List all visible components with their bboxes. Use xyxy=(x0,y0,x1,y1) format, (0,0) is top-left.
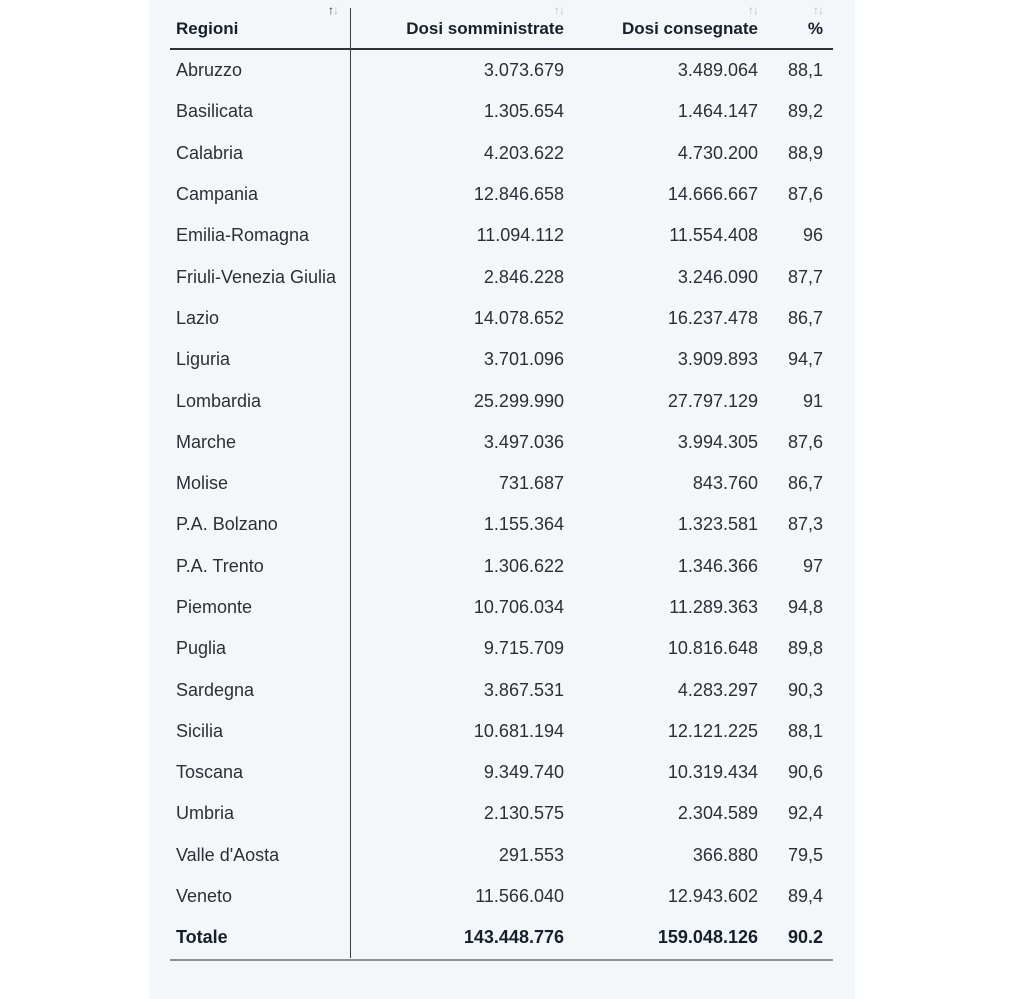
table-row xyxy=(170,711,833,752)
column-divider xyxy=(350,8,351,958)
table-row xyxy=(170,339,833,380)
table-header-row xyxy=(170,0,833,49)
sort-up-active-icon: ↑ xyxy=(328,3,333,17)
cell-percent: 89,2 xyxy=(787,101,823,122)
cell-consegnate: 2.304.589 xyxy=(677,803,758,824)
cell-consegnate: 11.289.363 xyxy=(669,597,758,617)
cell-regione: Sardegna xyxy=(176,679,255,700)
cell-regione: Emilia-Romagna xyxy=(176,225,310,246)
cell-somministrate: 3.073.679 xyxy=(483,60,564,81)
cell-consegnate: 10.319.434 xyxy=(667,762,758,783)
cell-regione: Campania xyxy=(176,184,259,205)
cell-somministrate: 2.130.575 xyxy=(483,803,564,824)
cell-percent: 90,3 xyxy=(787,679,823,700)
cell-percent: 86,7 xyxy=(787,307,823,328)
cell-consegnate: 366.880 xyxy=(692,844,758,865)
cell-percent: 97 xyxy=(802,555,823,576)
column-header-consegnate[interactable] xyxy=(570,0,764,49)
column-label: Dosi consegnate xyxy=(621,19,758,38)
cell-consegnate: 4.730.200 xyxy=(677,142,758,163)
cell-consegnate: 1.323.581 xyxy=(677,514,758,535)
cell-percent: 90,6 xyxy=(787,762,823,783)
sort-down-icon: ↓ xyxy=(818,3,823,17)
table-row xyxy=(170,752,833,793)
cell-somministrate: 1.306.622 xyxy=(483,555,564,576)
cell-regione: Toscana xyxy=(176,762,244,783)
sort-down-icon: ↓ xyxy=(753,3,758,17)
table-row xyxy=(170,215,833,256)
column-header-regioni[interactable] xyxy=(170,0,350,49)
table-row xyxy=(170,546,833,587)
sort-icon[interactable] xyxy=(328,3,338,17)
total-label: Totale xyxy=(170,917,350,959)
vaccine-doses-table xyxy=(170,0,833,961)
cell-regione: Friuli-Venezia Giulia xyxy=(176,266,337,287)
table-row xyxy=(170,587,833,628)
cell-regione: Abruzzo xyxy=(176,60,243,81)
cell-somministrate: 1.305.654 xyxy=(483,101,564,122)
cell-regione: P.A. Bolzano xyxy=(176,514,278,535)
cell-percent: 92,4 xyxy=(787,803,823,824)
cell-regione: Liguria xyxy=(176,349,231,370)
cell-percent: 88,9 xyxy=(787,142,823,163)
cell-somministrate: 10.681.194 xyxy=(473,720,564,741)
column-label: % xyxy=(807,19,823,38)
table-row xyxy=(170,793,833,834)
sort-up-icon: ↑ xyxy=(813,3,818,17)
cell-percent: 88,1 xyxy=(787,60,823,81)
sort-down-icon: ↓ xyxy=(333,3,338,17)
cell-somministrate: 9.715.709 xyxy=(483,638,564,659)
cell-regione: Calabria xyxy=(176,142,244,163)
column-label: Dosi somministrate xyxy=(406,19,564,38)
total-row xyxy=(170,917,833,959)
cell-consegnate: 11.554.408 xyxy=(669,225,758,246)
table-row xyxy=(170,91,833,132)
cell-somministrate: 1.155.364 xyxy=(483,514,564,535)
cell-regione: P.A. Trento xyxy=(176,555,264,576)
cell-consegnate: 14.666.667 xyxy=(667,184,758,205)
cell-regione: Valle d'Aosta xyxy=(176,844,280,865)
cell-percent: 87,6 xyxy=(787,184,823,205)
sort-icon[interactable] xyxy=(554,3,564,17)
cell-consegnate: 27.797.129 xyxy=(667,390,758,411)
cell-consegnate: 3.909.893 xyxy=(677,349,758,370)
table-row xyxy=(170,133,833,174)
cell-consegnate: 12.943.602 xyxy=(667,886,758,907)
table-row xyxy=(170,49,833,91)
sort-down-icon: ↓ xyxy=(559,3,564,17)
cell-regione: Piemonte xyxy=(176,597,253,617)
cell-somministrate: 291.553 xyxy=(498,844,564,865)
cell-percent: 88,1 xyxy=(787,720,823,741)
cell-regione: Marche xyxy=(176,431,237,452)
cell-consegnate: 843.760 xyxy=(692,473,758,494)
cell-regione: Lazio xyxy=(176,307,220,328)
cell-percent: 96 xyxy=(802,225,823,246)
table-row xyxy=(170,876,833,917)
cell-percent: 94,8 xyxy=(787,597,823,617)
cell-percent: 89,8 xyxy=(787,638,823,659)
column-header-percent[interactable] xyxy=(764,0,833,49)
table-body xyxy=(170,49,833,960)
cell-consegnate: 12.121.225 xyxy=(667,720,758,741)
cell-consegnate: 3.994.305 xyxy=(677,431,758,452)
sort-icon[interactable] xyxy=(813,3,823,17)
cell-somministrate: 731.687 xyxy=(498,473,564,494)
cell-consegnate: 3.489.064 xyxy=(677,60,758,81)
sort-icon[interactable] xyxy=(748,3,758,17)
cell-consegnate: 16.237.478 xyxy=(667,307,758,328)
cell-somministrate: 12.846.658 xyxy=(473,184,564,205)
cell-somministrate: 10.706.034 xyxy=(473,597,564,617)
column-header-somministrate[interactable] xyxy=(350,0,570,49)
table-row xyxy=(170,256,833,297)
table-row xyxy=(170,628,833,669)
cell-percent: 87,7 xyxy=(787,266,823,287)
cell-percent: 86,7 xyxy=(787,473,823,494)
table-row xyxy=(170,463,833,504)
table-row xyxy=(170,298,833,339)
table-row xyxy=(170,835,833,876)
cell-somministrate: 25.299.990 xyxy=(473,390,564,411)
cell-regione: Puglia xyxy=(176,638,227,659)
table-row xyxy=(170,174,833,215)
column-label: Regioni xyxy=(176,19,239,38)
cell-consegnate: 1.464.147 xyxy=(677,101,758,122)
cell-somministrate: 3.497.036 xyxy=(483,431,564,452)
cell-consegnate: 3.246.090 xyxy=(677,266,758,287)
cell-percent: 79,5 xyxy=(787,844,823,865)
cell-regione: Basilicata xyxy=(176,101,254,122)
total-consegnate: 159.048.126 xyxy=(570,917,764,959)
cell-percent: 89,4 xyxy=(787,886,823,907)
cell-consegnate: 10.816.648 xyxy=(667,638,758,659)
sort-up-icon: ↑ xyxy=(554,3,559,17)
cell-regione: Molise xyxy=(176,473,229,494)
cell-regione: Umbria xyxy=(176,803,235,824)
table-row xyxy=(170,669,833,710)
total-somministrate: 143.448.776 xyxy=(350,917,570,959)
cell-somministrate: 9.349.740 xyxy=(483,762,564,783)
cell-somministrate: 11.094.112 xyxy=(476,225,564,246)
cell-percent: 87,3 xyxy=(787,514,823,535)
cell-regione: Sicilia xyxy=(176,720,224,741)
total-percent: 90.2 xyxy=(764,917,833,959)
cell-somministrate: 4.203.622 xyxy=(483,142,564,163)
sort-up-icon: ↑ xyxy=(748,3,753,17)
table-row xyxy=(170,422,833,463)
cell-somministrate: 2.846.228 xyxy=(483,266,564,287)
cell-percent: 87,6 xyxy=(787,431,823,452)
cell-consegnate: 1.346.366 xyxy=(677,555,758,576)
cell-somministrate: 3.867.531 xyxy=(483,679,564,700)
cell-percent: 91 xyxy=(802,390,823,411)
cell-somministrate: 11.566.040 xyxy=(475,886,564,907)
cell-somministrate: 3.701.096 xyxy=(483,349,564,370)
table-row xyxy=(170,504,833,545)
cell-consegnate: 4.283.297 xyxy=(677,679,758,700)
table-row xyxy=(170,380,833,421)
cell-regione: Veneto xyxy=(176,886,233,907)
cell-regione: Lombardia xyxy=(176,390,262,411)
cell-percent: 94,7 xyxy=(787,349,823,370)
cell-somministrate: 14.078.652 xyxy=(473,307,564,328)
